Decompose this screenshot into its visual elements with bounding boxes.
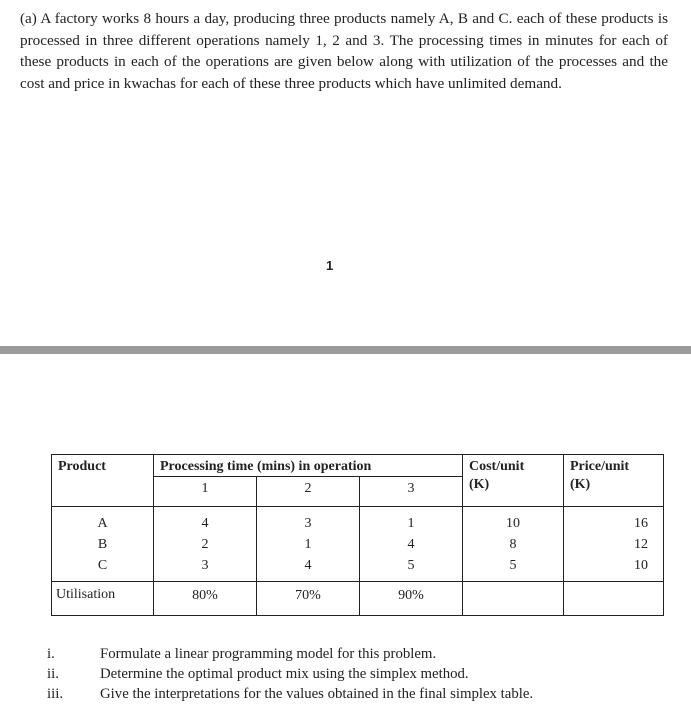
task-text: Give the interpretations for the values obtained in the final simplex table. (100, 686, 534, 702)
cost-header-line2: (K) (469, 477, 490, 492)
data-row (52, 507, 664, 582)
task-item (47, 664, 533, 684)
document-page-top (0, 0, 691, 346)
cost-b: 8 (509, 537, 517, 552)
task-text: Determine the optimal product mix using the simplex method. (100, 666, 469, 682)
op3-c: 5 (407, 558, 415, 573)
cost-a: 10 (506, 516, 520, 531)
task-item (47, 684, 533, 704)
utilisation-price-empty (564, 582, 664, 616)
cost-cell (463, 507, 564, 582)
op3-b: 4 (407, 537, 415, 552)
utilisation-cost-empty (463, 582, 564, 616)
price-b: 12 (634, 537, 648, 552)
op3-cell (360, 507, 463, 582)
op1-a: 4 (201, 516, 209, 531)
utilisation-op1: 80% (154, 582, 257, 616)
price-c: 10 (634, 558, 648, 573)
price-header (564, 455, 664, 507)
page-number: 1 (326, 258, 334, 273)
question-text: A factory works 8 hours a day, producing three products namely A, B and C. each of these products is processed in three different operations namely 1, 2 and 3. The processing times in minutes for each of these products in each of the operations are given below along with utilization of the processes and the cost and price in kwachas for each of these three products which have unlimited demand. (20, 10, 668, 92)
processing-table (51, 454, 664, 616)
product-header: Product (52, 455, 154, 507)
price-header-line1: Price/unit (570, 459, 630, 474)
op1-c: 3 (201, 558, 209, 573)
op-header-1: 1 (154, 477, 257, 507)
op2-c: 4 (304, 558, 312, 573)
op-header-2: 2 (257, 477, 360, 507)
task-number: iii. (47, 686, 64, 702)
utilisation-label: Utilisation (52, 582, 154, 616)
products-cell (52, 507, 154, 582)
utilisation-row (52, 582, 664, 616)
product-c: C (97, 558, 108, 573)
cost-c: 5 (509, 558, 517, 573)
product-b: B (97, 537, 108, 552)
header-row-1 (52, 455, 664, 477)
task-list (47, 644, 533, 704)
op-header-3: 3 (360, 477, 463, 507)
utilisation-op3: 90% (360, 582, 463, 616)
question-paragraph (20, 8, 668, 94)
op3-a: 1 (407, 516, 415, 531)
op2-cell (257, 507, 360, 582)
product-a: A (97, 516, 108, 531)
question-label: (a) (20, 10, 37, 27)
task-text: Formulate a linear programming model for this problem. (100, 646, 437, 662)
op1-cell (154, 507, 257, 582)
task-item (47, 644, 533, 664)
price-cell (564, 507, 664, 582)
cost-header-line1: Cost/unit (469, 459, 525, 474)
op2-b: 1 (304, 537, 312, 552)
task-number: i. (47, 646, 55, 662)
processing-time-header: Processing time (mins) in operation (154, 455, 463, 477)
price-a: 16 (634, 516, 648, 531)
task-number: ii. (47, 666, 59, 682)
cost-header (463, 455, 564, 507)
price-header-line2: (K) (570, 477, 591, 492)
utilisation-op2: 70% (257, 582, 360, 616)
page-separator (0, 346, 691, 354)
op2-a: 3 (304, 516, 312, 531)
op1-b: 2 (201, 537, 209, 552)
